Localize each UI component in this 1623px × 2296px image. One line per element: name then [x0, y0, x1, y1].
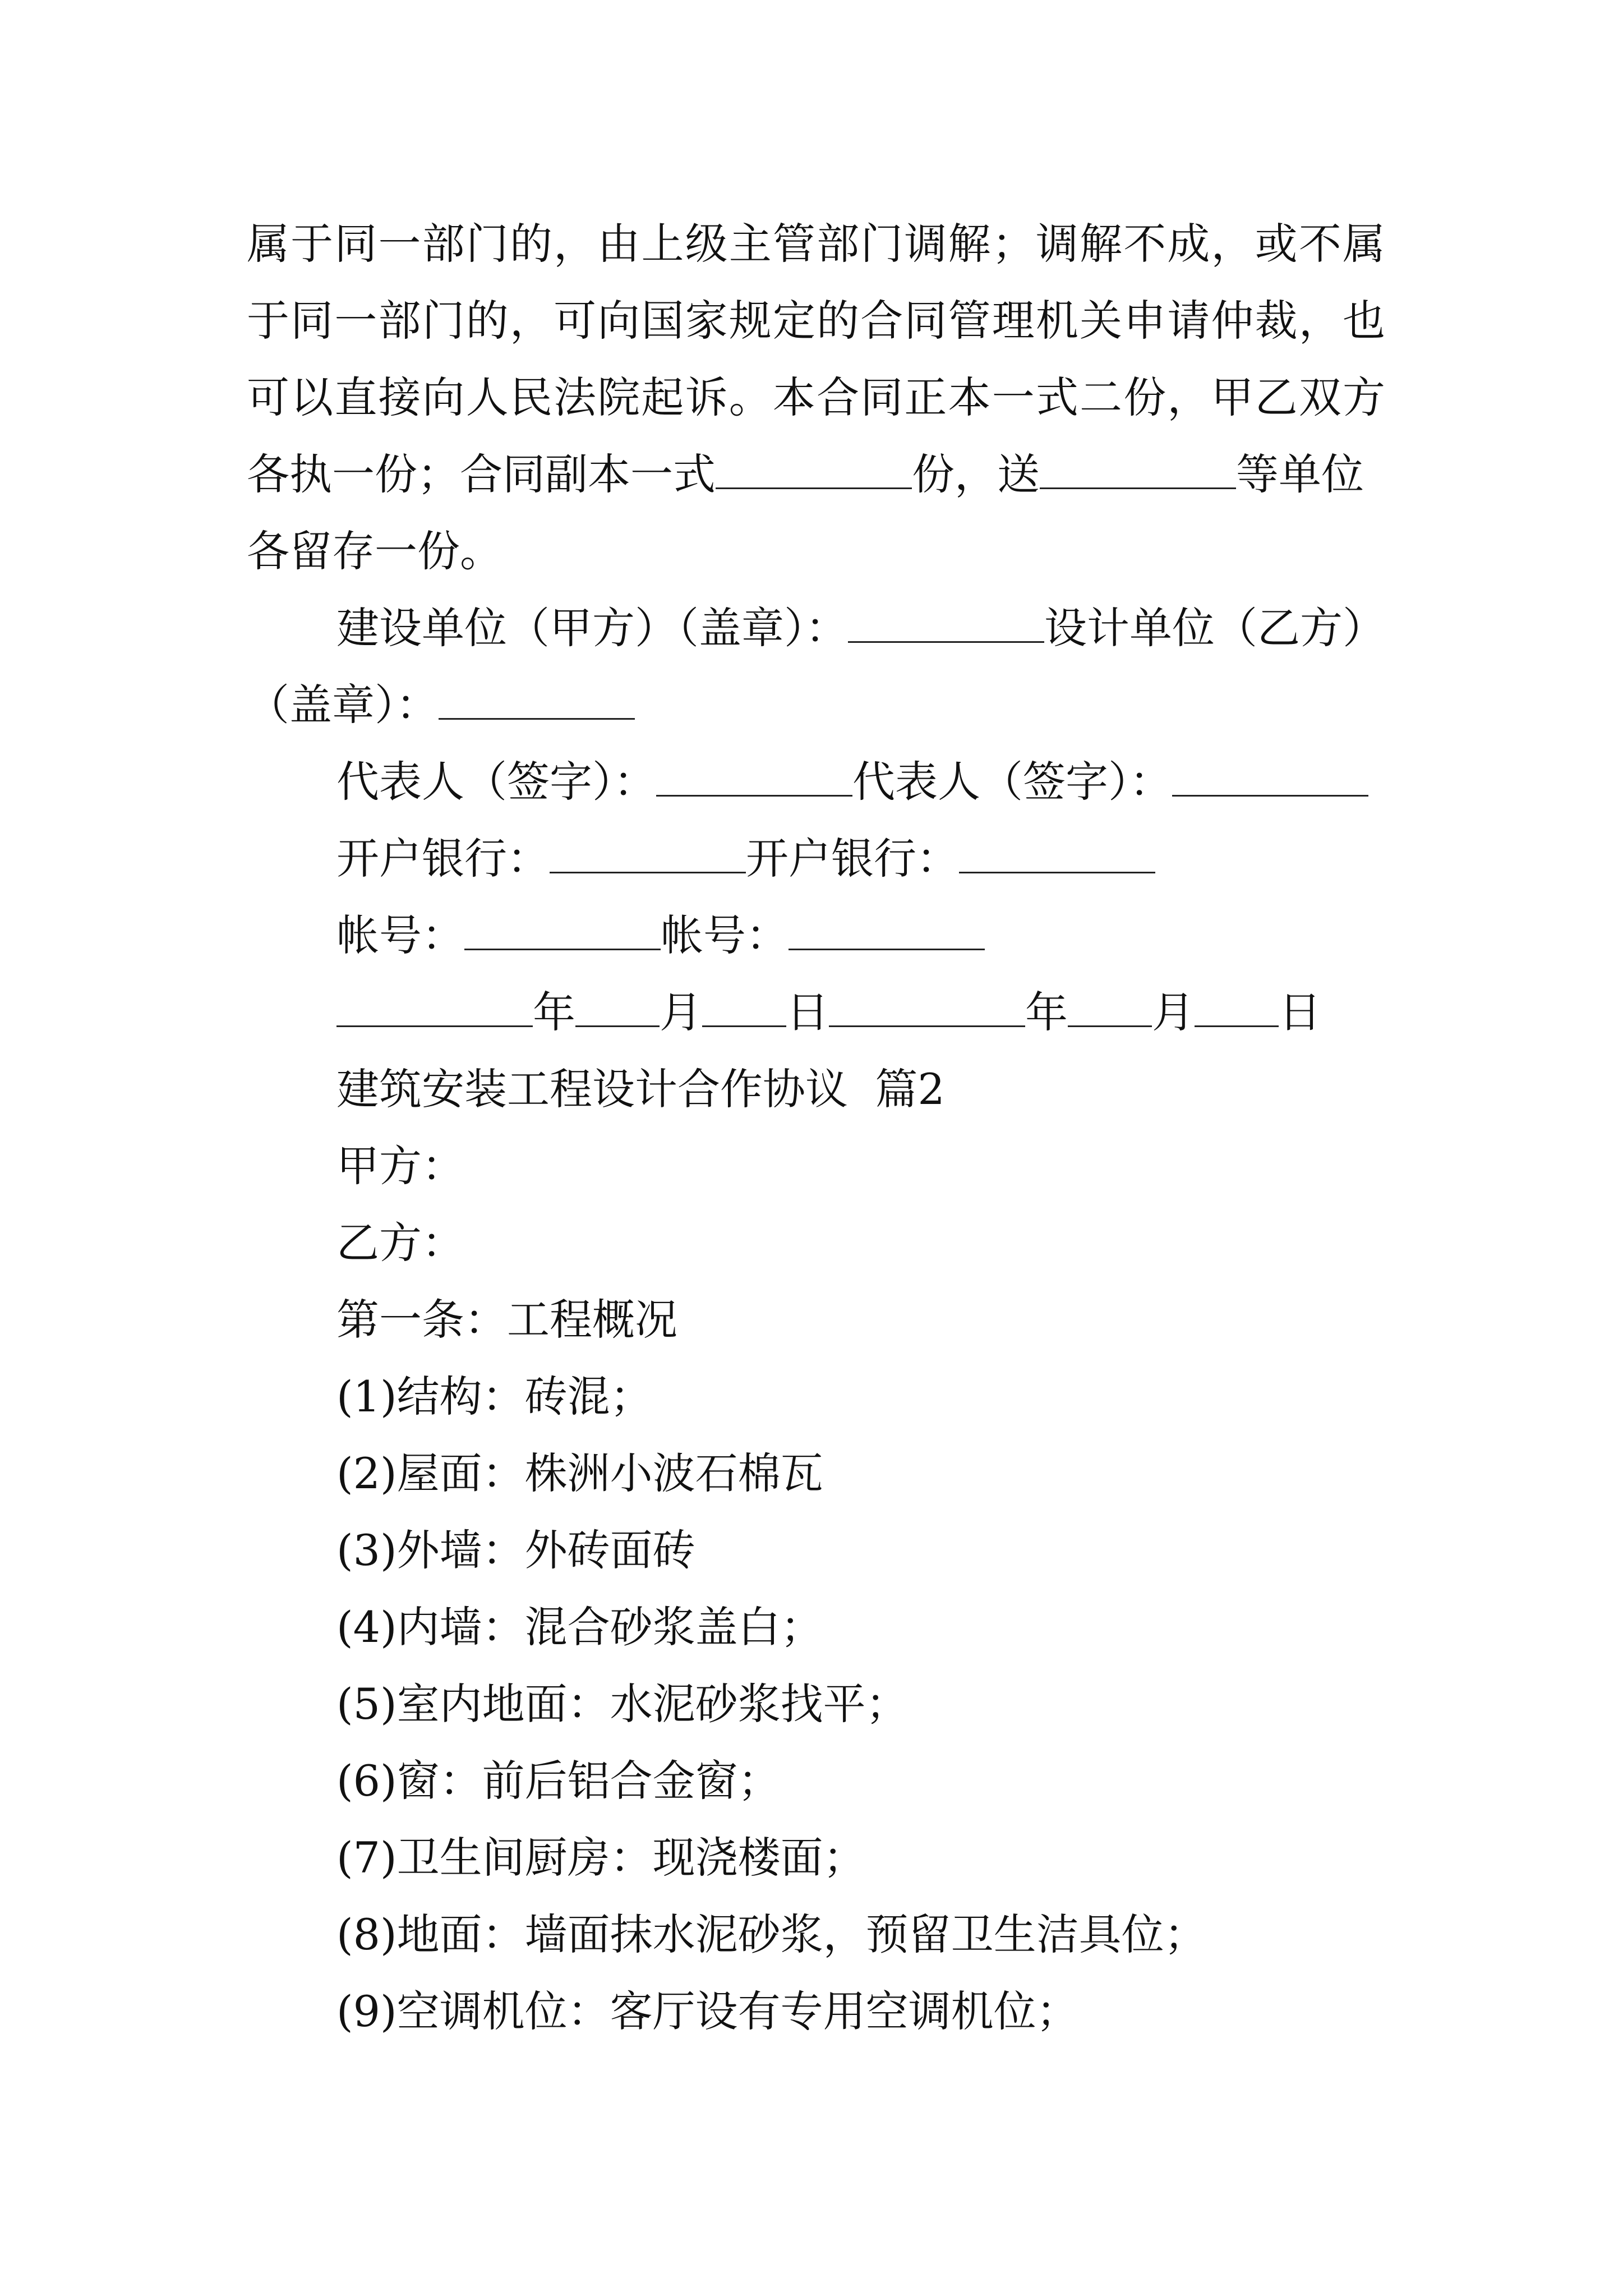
month-label: 月 — [660, 987, 702, 1037]
article-heading: 第一条：工程概况 — [336, 1295, 677, 1345]
blank-account-a — [464, 914, 661, 950]
list-item: (5)室内地面：水泥砂浆找平； — [336, 1679, 909, 1729]
blank-rep-a — [656, 760, 852, 797]
paragraph-line — [247, 447, 1364, 503]
day-label: 日 — [1279, 987, 1321, 1037]
paragraph-line: 于同一部门的，可向国家规定的合同管理机关申请仲裁，也 — [247, 296, 1385, 346]
blank-day-a — [702, 991, 786, 1027]
blank-account-b — [789, 914, 985, 950]
list-item: (3)外墙：外砖面砖 — [336, 1525, 695, 1575]
blank-day-b — [1195, 991, 1279, 1027]
paragraph-line: 可以直接向人民法院起诉。本合同正本一式二份，甲乙双方 — [247, 372, 1385, 422]
list-item: (9)空调机位：客厅设有专用空调机位； — [336, 1986, 1079, 2036]
year-label: 年 — [533, 987, 575, 1037]
blank-month-b — [1068, 991, 1152, 1027]
account-b-label: 帐号： — [661, 910, 789, 960]
list-item: (4)内墙：混合砂浆盖白； — [336, 1602, 823, 1652]
text-segment: 等单位 — [1236, 449, 1364, 499]
blank-year-a — [336, 991, 533, 1027]
list-item: (2)屋面：株洲小波石棉瓦 — [336, 1448, 823, 1498]
list-item: (6)窗：前后铝合金窗； — [336, 1756, 781, 1806]
signature-seal-line — [336, 600, 1385, 656]
year-label: 年 — [1025, 987, 1068, 1037]
blank-recipient-units — [1040, 453, 1236, 489]
paragraph-line: 各留存一份。 — [247, 526, 502, 576]
blank-year-b — [829, 991, 1025, 1027]
date-line — [336, 984, 1321, 1041]
blank-copies-count — [716, 453, 912, 489]
bank-a-label: 开户银行： — [336, 834, 550, 884]
list-item: (1)结构：砖混； — [336, 1372, 653, 1421]
account-a-label: 帐号： — [336, 910, 464, 960]
account-line — [336, 908, 985, 964]
paragraph-line: 属于同一部门的，由上级主管部门调解；调解不成，或不属 — [247, 219, 1385, 269]
month-label: 月 — [1152, 987, 1195, 1037]
rep-a-label: 代表人（签字）： — [336, 757, 656, 807]
blank-month-a — [575, 991, 660, 1027]
party-b-seal-label-cont: （盖章）： — [247, 680, 439, 730]
party-a-seal-label: 建设单位（甲方）（盖章）： — [336, 603, 848, 653]
list-item: (8)地面：墙面抹水泥砂浆，预留卫生洁具位； — [336, 1910, 1207, 1959]
day-label: 日 — [786, 987, 829, 1037]
rep-b-label: 代表人（签字）： — [852, 757, 1172, 807]
party-b-label: 乙方： — [336, 1218, 464, 1268]
text-segment: 各执一份；合同副本一式 — [247, 449, 716, 499]
bank-line — [336, 831, 1155, 887]
signature-seal-line-cont — [247, 677, 635, 733]
blank-party-b-seal — [439, 683, 635, 720]
representative-line — [336, 754, 1368, 810]
section-title: 建筑安装工程设计合作协议 篇2 — [336, 1064, 945, 1114]
blank-party-a-seal — [848, 606, 1044, 643]
party-b-seal-label: 设计单位（乙方） — [1044, 603, 1385, 653]
party-a-label: 甲方： — [336, 1141, 464, 1191]
list-item: (7)卫生间厨房：现浇楼面； — [336, 1833, 866, 1883]
blank-bank-a — [550, 837, 746, 873]
bank-b-label: 开户银行： — [746, 834, 959, 884]
text-segment: 份，送 — [912, 449, 1040, 499]
blank-bank-b — [959, 837, 1155, 873]
blank-rep-b — [1172, 760, 1368, 797]
